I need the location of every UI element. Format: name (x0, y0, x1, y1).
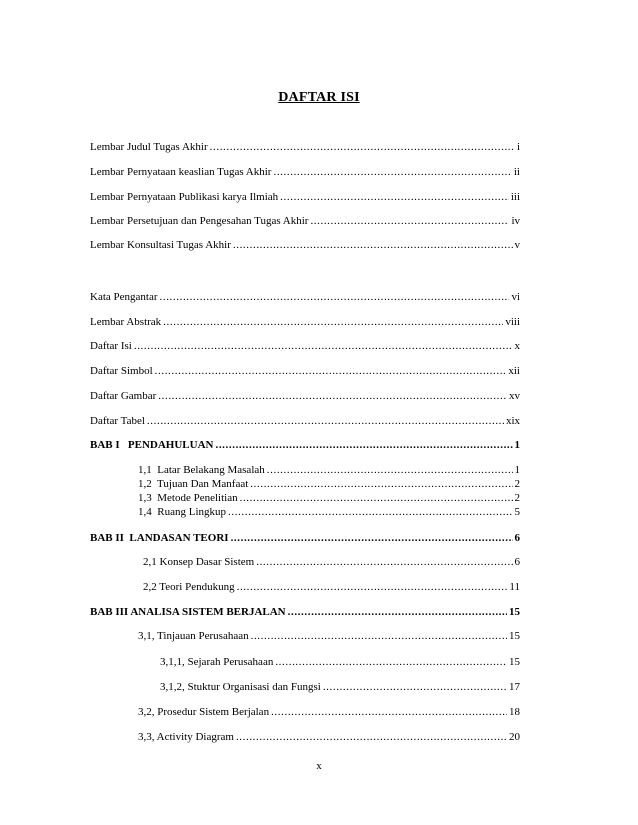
toc-entry-label: 1,1 Latar Belakang Masalah (138, 464, 265, 476)
toc-entry-abstrak (90, 315, 520, 329)
leader-dots (155, 365, 507, 378)
toc-entry-label: 2,2 Teori Pendukung (143, 581, 235, 593)
leader-dots (134, 340, 513, 353)
leader-dots (323, 681, 507, 694)
toc-entry-page: vi (511, 291, 520, 303)
toc-entry-page: 15 (509, 630, 520, 642)
toc-entry-page: 2 (514, 492, 520, 504)
toc-entry-label: 1,3 Metode Penelitian (138, 492, 238, 504)
toc-entry-label: 1,2 Tujuan Dan Manfaat (138, 478, 249, 490)
toc-entry-label: 1,4 Ruang Lingkup (138, 506, 226, 518)
leader-dots (280, 191, 509, 204)
toc-chapter-bab-1 (90, 438, 520, 452)
toc-entry-daftar-simbol (90, 364, 520, 378)
toc-entry-label: Lembar Konsultasi Tugas Akhir (90, 239, 231, 251)
toc-entry-page: viii (505, 316, 520, 328)
toc-entry-page: x (514, 340, 520, 352)
toc-entry-3-1-2 (160, 680, 520, 694)
toc-entry-page: xv (509, 390, 520, 402)
toc-entry-label: BAB I PENDAHULUAN (90, 439, 214, 451)
toc-entry-label: 3,1,1, Sejarah Perusahaan (160, 656, 274, 668)
toc-entry-page: v (514, 239, 520, 251)
toc-entry-label: 3,3, Activity Diagram (138, 731, 234, 743)
toc-entry-page: xix (505, 415, 520, 427)
toc-entry-page: ii (513, 166, 520, 178)
leader-dots (251, 630, 507, 643)
leader-dots (288, 606, 507, 619)
toc-entry-label: BAB III ANALISA SISTEM BERJALAN (90, 606, 286, 618)
toc-entry-label: Daftar Isi (90, 340, 132, 352)
toc-entry-page: 18 (509, 706, 520, 718)
toc-entry-page: 1 (514, 439, 520, 451)
toc-entry-1-2 (138, 477, 520, 491)
toc-entry-3-3 (138, 730, 520, 744)
toc-entry-1-3 (138, 491, 520, 505)
toc-entry-page: 20 (509, 731, 520, 743)
leader-dots (237, 581, 508, 594)
toc-entry-kata-pengantar (90, 290, 520, 304)
toc-entry-page: iii (510, 191, 520, 203)
toc-entry-3-2 (138, 705, 520, 719)
toc-entry-page: i (516, 141, 520, 153)
leader-dots (228, 506, 513, 519)
toc-entry-page: 1 (514, 464, 520, 476)
leader-dots (236, 731, 507, 744)
leader-dots (160, 291, 510, 304)
toc-entry-label: Lembar Pernyataan keaslian Tugas Akhir (90, 166, 272, 178)
toc-entry-label: 3,1, Tinjauan Perusahaan (138, 630, 249, 642)
leader-dots (267, 464, 513, 477)
toc-chapter-bab-3 (90, 605, 520, 619)
toc-entry-page: 15 (509, 606, 520, 618)
toc-entry-daftar-tabel (90, 414, 520, 428)
page-number: x (316, 760, 322, 772)
leader-dots (271, 706, 507, 719)
leader-dots (210, 141, 515, 154)
toc-entry-daftar-gambar (90, 389, 520, 403)
leader-dots (233, 239, 513, 252)
toc-entry-1-4 (138, 505, 520, 519)
toc-entry-label: Daftar Gambar (90, 390, 157, 402)
leader-dots (215, 439, 512, 452)
toc-entry-label: Lembar Pernyataan Publikasi karya Ilmiah (90, 191, 279, 203)
toc-entry-keaslian (90, 165, 520, 179)
leader-dots (163, 316, 503, 329)
toc-entry-publikasi (90, 190, 520, 204)
toc-entry-label: 3,1,2, Stuktur Organisasi dan Fungsi (160, 681, 321, 693)
toc-entry-page: 17 (509, 681, 520, 693)
toc-entry-label: Lembar Abstrak (90, 316, 162, 328)
toc-entry-2-2 (143, 580, 520, 594)
toc-entry-label: Daftar Tabel (90, 415, 145, 427)
toc-entry-label: Kata Pengantar (90, 291, 158, 303)
toc-entry-page: xii (508, 365, 520, 377)
leader-dots (273, 166, 511, 179)
toc-entry-page: 15 (509, 656, 520, 668)
leader-dots (275, 656, 507, 669)
leader-dots (240, 492, 513, 505)
leader-dots (310, 215, 509, 228)
toc-entry-3-1-1 (160, 655, 520, 669)
toc-entry-page: 6 (514, 556, 520, 568)
toc-entry-konsultasi (90, 238, 520, 252)
toc-chapter-bab-2 (90, 531, 520, 545)
toc-entry-daftar-isi (90, 339, 520, 353)
toc-entry-persetujuan (90, 214, 520, 228)
toc-entry-3-1 (138, 629, 520, 643)
page-title: DAFTAR ISI (278, 90, 360, 105)
toc-entry-label: Daftar Simbol (90, 365, 153, 377)
toc-entry-page: 11 (509, 581, 520, 593)
toc-entry-label: BAB II LANDASAN TEORI (90, 532, 229, 544)
leader-dots (231, 532, 513, 545)
toc-entry-1-1 (138, 463, 520, 477)
leader-dots (250, 478, 512, 491)
toc-entry-page: 6 (514, 532, 520, 544)
toc-entry-page: 5 (514, 506, 520, 518)
toc-entry-label: 2,1 Konsep Dasar Sistem (143, 556, 255, 568)
toc-entry-lembar-judul (90, 140, 520, 154)
leader-dots (158, 390, 507, 403)
toc-entry-label: Lembar Persetujuan dan Pengesahan Tugas Akhir (90, 215, 309, 227)
toc-entry-page: iv (511, 215, 520, 227)
toc-entry-page: 2 (514, 478, 520, 490)
toc-entry-label: 3,2, Prosedur Sistem Berjalan (138, 706, 270, 718)
toc-entry-2-1 (143, 555, 520, 569)
leader-dots (147, 415, 504, 428)
leader-dots (256, 556, 512, 569)
toc-entry-label: Lembar Judul Tugas Akhir (90, 141, 208, 153)
